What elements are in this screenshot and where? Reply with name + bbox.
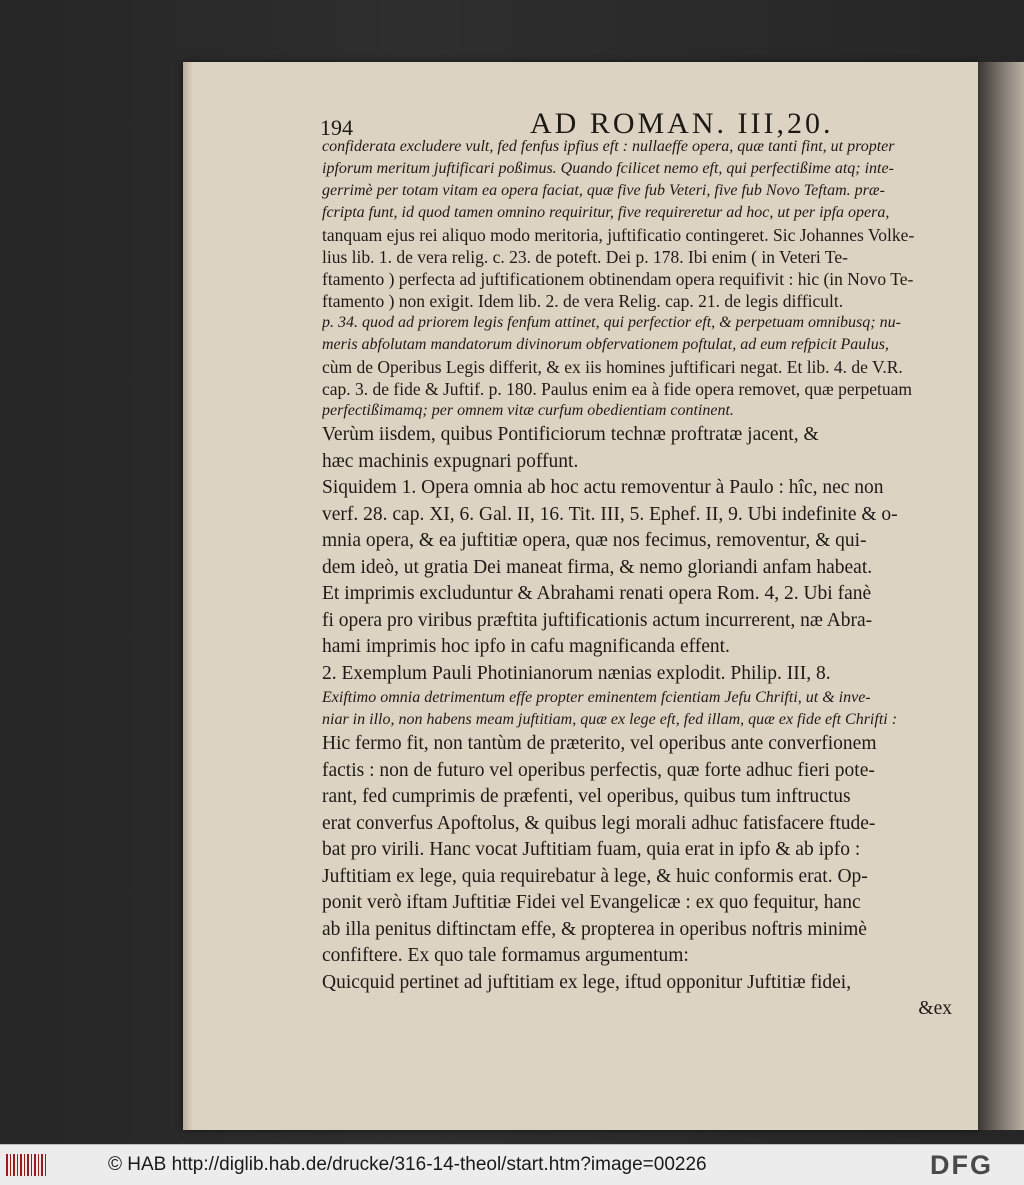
text-line: perfectißimamq; per omnem vitæ curfum obedientiam continent.: [322, 402, 734, 419]
text-line: cùm de Operibus Legis differit, & ex iis homines juftificari negat. Et lib. 4. de V.R.: [322, 357, 903, 377]
text-line: p. 34. quod ad priorem legis fenfum attinet, qui perfectior eft, & perpetuam omnibusq; nu-: [322, 314, 901, 331]
running-title: AD ROMAN. III,20.: [530, 107, 834, 140]
text-line: dem ideò, ut gratia Dei maneat firma, & nemo gloriandi anfam habeat.: [322, 556, 873, 578]
text-line: ab illa penitus diftinctam effe, & propterea in operibus noftris minimè: [322, 918, 867, 940]
text-line: Juftitiam ex lege, quia requirebatur à lege, & huic conformis erat. Op-: [322, 865, 868, 887]
text-line: hæc machinis expugnari poffunt.: [322, 450, 579, 472]
page-body-text: [322, 136, 952, 1023]
text-line: ftamento ) perfecta ad juftificationem obtinendam opera requifivit : hic (in Novo Te-: [322, 269, 914, 289]
page-number: 194: [320, 115, 353, 140]
text-line: fi opera pro viribus præftita juftificationis actum incurrerent, næ Abra-: [322, 609, 873, 631]
text-line: rant, fed cumprimis de præfenti, vel operibus, quibus tum inftructus: [322, 786, 851, 807]
text-line: gerrimè per totam vitam ea opera faciat, quæ five fub Veteri, five fub Novo Teftam. præ-: [322, 182, 885, 199]
text-line: meris abfolutam mandatorum divinorum obfervationem poftulat, ad eum refpicit Paulus,: [322, 336, 889, 353]
text-line: ipforum meritum juftificari poßimus. Quando fcilicet nemo eft, qui perfectißime atq; inte-: [322, 160, 894, 177]
text-line: factis : non de futuro vel operibus perfectis, quæ forte adhuc fieri pote-: [322, 759, 875, 781]
text-line: &ex: [918, 998, 952, 1019]
text-line: mnia opera, & ea juftitiæ opera, quæ nos fecimus, removentur, & qui-: [322, 530, 867, 551]
copyright-link[interactable]: © HAB http://diglib.hab.de/drucke/316-14-theol/start.htm?image=00226: [108, 1154, 707, 1175]
text-line: bat pro virili. Hanc vocat Juftitiam fuam, quia erat in ipfo & ab ipfo :: [322, 839, 861, 860]
text-line: Et imprimis excluduntur & Abrahami renati opera Rom. 4, 2. Ubi fanè: [322, 583, 872, 604]
viewer-footer: [0, 1144, 1024, 1185]
text-line: fcripta funt, id quod tamen omnino requiritur, five requireretur ad hoc, ut per ipfa opera,: [322, 204, 890, 221]
text-line: lius lib. 1. de vera relig. c. 23. de poteft. Dei p. 178. Ibi enim ( in Veteri Te-: [322, 247, 848, 267]
text-line: Quicquid pertinet ad juftitiam ex lege, iftud opponitur Juftitiæ fidei,: [322, 971, 852, 993]
text-line: 2. Exemplum Pauli Photinianorum nænias explodit. Philip. III, 8.: [322, 662, 831, 684]
hab-barcode-logo: [6, 1154, 46, 1176]
text-line: tanquam ejus rei aliquo modo meritoria, juftificatio contingeret. Sic Johannes Volke-: [322, 225, 915, 245]
text-line: Exiftimo omnia detrimentum effe propter eminentem fcientiam Jefu Chrifti, ut & inve-: [322, 689, 871, 706]
text-line: Siquidem 1. Opera omnia ab hoc actu removentur à Paulo : hîc, nec non: [322, 477, 884, 498]
text-line: ftamento ) non exigit. Idem lib. 2. de vera Relig. cap. 21. de legis difficult.: [322, 291, 844, 311]
page-gutter-shadow: [183, 62, 193, 1130]
text-line: Hic fermo fit, non tantùm de præterito, vel operibus ante converfionem: [322, 733, 877, 754]
text-line: ponit verò iftam Juftitiæ Fidei vel Evangelicæ : ex quo fequitur, hanc: [322, 892, 861, 913]
text-line: niar in illo, non habens meam juftitiam, quæ ex lege eft, fed illam, quæ ex fide eft Chrifti :: [322, 711, 898, 728]
text-line: erat converfus Apoftolus, & quibus legi morali adhuc fatisfacere ftude-: [322, 812, 876, 834]
text-line: Verùm iisdem, quibus Pontificiorum technæ proftratæ jacent, &: [322, 424, 819, 445]
text-line: verf. 28. cap. XI, 6. Gal. II, 16. Tit. III, 5. Ephef. II, 9. Ubi indefinite & o-: [322, 503, 898, 525]
page-edge-stack: [978, 62, 1024, 1130]
text-line: cap. 3. de fide & Juftif. p. 180. Paulus enim ea à fide opera removet, quæ perpetuam: [322, 379, 912, 399]
dfg-logo: DFG: [930, 1150, 993, 1180]
text-line: hami imprimis hoc ipfo in cafu magnificanda effent.: [322, 636, 730, 657]
text-line: confiftere. Ex quo tale formamus argumentum:: [322, 945, 689, 966]
text-line: confiderata excludere vult, fed fenfus ipfius eft : nullaeffe opera, quæ tanti fint, ut propter: [322, 138, 895, 155]
